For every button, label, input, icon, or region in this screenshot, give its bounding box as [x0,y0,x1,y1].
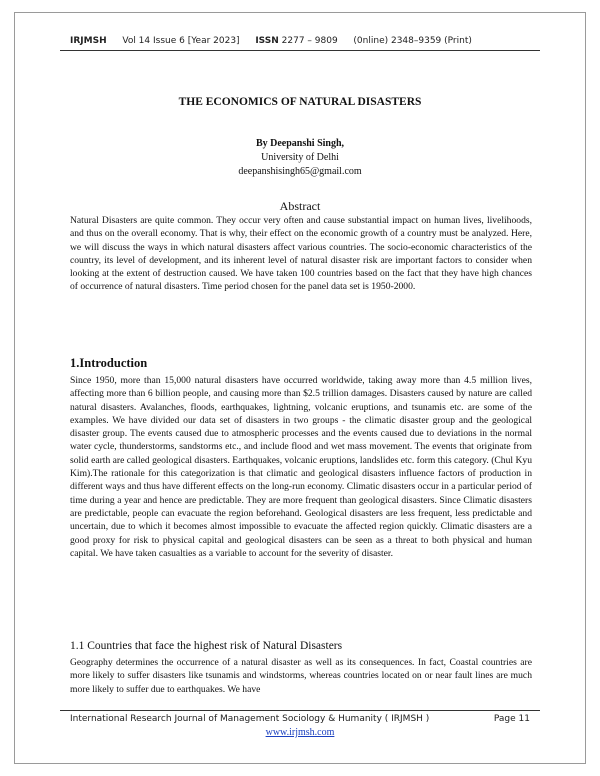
introduction-heading: 1.Introduction [70,356,148,370]
author-affiliation: University of Delhi [261,152,339,163]
introduction-text: Since 1950, more than 15,000 natural disasters have occurred worldwide, taking away more than 4.5 million lives, affecting more than 6 billion people, and causing more than $2.5 trillion damages. Disasters caused by nature are called natural disasters. Avalanches, floods, earthquakes, lightning, volcanic eruptions, and tsunamis etc. are some of the examples. We have divided our data set of disasters in two groups - the climatic disaster group and the geological disaster group. The events caused due to atmospheric processes and the events caused due to deviations in the normal water cycle, thunderstorms, sandstorms etc., and include flood and wet mass movement. The events that originate from solid earth are called geological disasters. Earthquakes, volcanic eruptions, landslides etc. form this category. (Chul Kyu Kim).The rationale for this categorization is that climatic and geological disasters influence factors of production in different ways and thus have different effects on the long-run economy. Climatic disasters occur in a particular period of time during a year and hence are predictable. They are more frequent than geological disasters. Since Climatic disasters are predictable, people can evacuate the region beforehand. Geological disasters are less frequent, less predictable and uncertain, due to which it becomes almost impossible to evacuate the affected region quickly. Climatic disasters are a good proxy for risk to physical capital and geological disasters can be seen as a threat to both physical and human capital. We have taken casualties as a variable to account for the severity of disaster. [70,375,532,559]
section-1-1-heading: 1.1 Countries that face the highest risk of Natural Disasters [70,640,343,652]
author-email: deepanshisingh65@gmail.com [238,166,362,177]
paper-title: THE ECONOMICS OF NATURAL DISASTERS [178,96,422,108]
running-header [70,36,530,46]
issn-label: ISSN [255,36,279,46]
issn-online: (0nline) 2348–9359 (Print) [353,36,472,46]
issn-print: 2277 – 9809 [281,36,338,46]
abstract-text: Natural Disasters are quite common. They occur very often and cause substantial impact on human lives, livelihoods, and thus on the overall economy. That is why, their effect on the economic growth of a country must be analyzed. Here, we will discuss the ways in which natural disasters affect various countries. The socio-economic characteristics of the country, its level of development, and its inherent level of natural disaster risk are important factors to consider when looking at the extent of destruction caused. We have taken 100 countries based on the fact that they have high chances of occurrence of natural disasters. Time period chosen for the panel data set is 1950-2000. [70,215,532,293]
page-number: Page 11 [493,714,530,724]
author-name: By Deepanshi Singh, [255,138,345,149]
volume-issue: Vol 14 Issue 6 [Year 2023] [122,36,240,46]
journal-abbreviation: IRJMSH [70,36,107,46]
journal-website-link[interactable]: www.irjmsh.com [265,727,335,738]
header-rule [60,50,540,51]
abstract-heading: Abstract [279,199,321,213]
footer-rule [60,710,540,711]
author-block [60,137,540,179]
footer-journal-name: International Research Journal of Management Sociology & Humanity ( IRJMSH ) [70,714,430,724]
section-1-1-text: Geography determines the occurrence of a natural disaster as well as its consequences. In fact, Coastal countries are more likely to suffer disasters like tsunamis and windstorms, whereas countries located on or near fault lines are much more likely to suffer due to earthquakes. We have [70,657,532,695]
